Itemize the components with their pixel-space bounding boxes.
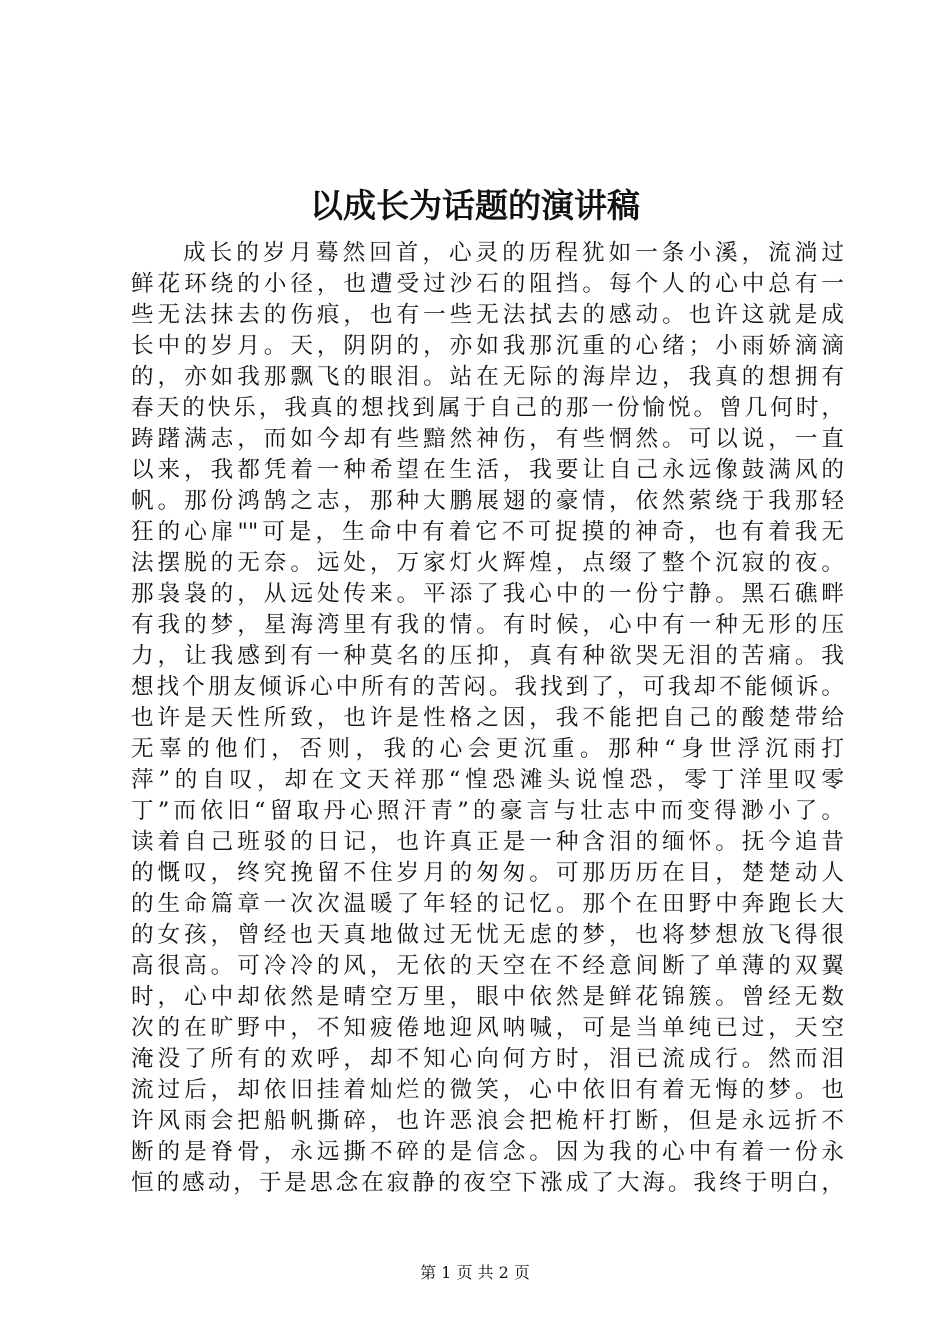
body-line: 流过后，却依旧挂着灿烂的微笑，心中依旧有着无悔的梦。也 <box>131 1077 844 1103</box>
body-line: 丁”而依旧“留取丹心照汗青”的豪言与壮志中而变得渺小了。 <box>131 798 844 824</box>
body-line: 的女孩，曾经也天真地做过无忧无虑的梦，也将梦想放飞得很 <box>131 922 844 948</box>
body-line: 以来，我都凭着一种希望在生活，我要让自己永远像鼓满风的 <box>131 457 844 483</box>
body-line: 法摆脱的无奈。远处，万家灯火辉煌，点缀了整个沉寂的夜。 <box>131 550 844 576</box>
body-line: 的生命篇章一次次温暖了年轻的记忆。那个在田野中奔跑长大 <box>131 891 844 917</box>
body-line: 次的在旷野中，不知疲倦地迎风呐喊，可是当单纯已过，天空 <box>131 1015 844 1041</box>
body-line: 那袅袅的，从远处传来。平添了我心中的一份宁静。黑石礁畔 <box>131 581 844 607</box>
document-body <box>131 238 844 1199</box>
body-line: 恒的感动，于是思念在寂静的夜空下涨成了大海。我终于明白， <box>131 1170 844 1196</box>
document-title: 以成长为话题的演讲稿 <box>310 186 640 225</box>
body-line: 帆。那份鸿鹄之志，那种大鹏展翅的豪情，依然萦绕于我那轻 <box>131 488 844 514</box>
body-line: 些无法抹去的伤痕，也有一些无法拭去的感动。也许这就是成 <box>131 302 844 328</box>
body-line: 想找个朋友倾诉心中所有的苦闷。我找到了，可我却不能倾诉。 <box>131 674 844 700</box>
body-line: 也许是天性所致，也许是性格之因，我不能把自己的酸楚带给 <box>131 705 844 731</box>
body-line: 高很高。可冷冷的风，无依的天空在不经意间断了单薄的双翼 <box>131 953 844 979</box>
body-line: 狂的心扉""可是，生命中有着它不可捉摸的神奇，也有着我无 <box>131 519 844 545</box>
body-line: 读着自己班驳的日记，也许真正是一种含泪的缅怀。抚今追昔 <box>131 829 844 855</box>
body-line: 时，心中却依然是晴空万里，眼中依然是鲜花锦簇。曾经无数 <box>131 984 844 1010</box>
body-line: 成长的岁月蓦然回首，心灵的历程犹如一条小溪，流淌过 <box>183 240 844 266</box>
body-line: 长中的岁月。天，阴阴的，亦如我那沉重的心绪；小雨娇滴滴 <box>131 333 844 359</box>
body-line: 无辜的他们，否则，我的心会更沉重。那种“身世浮沉雨打 <box>131 736 844 762</box>
body-line: 断的是脊骨，永远撕不碎的是信念。因为我的心中有着一份永 <box>131 1139 844 1165</box>
body-line: 春天的快乐，我真的想找到属于自己的那一份愉悦。曾几何时， <box>131 395 844 421</box>
body-line: 力，让我感到有一种莫名的压抑，真有种欲哭无泪的苦痛。我 <box>131 643 844 669</box>
body-line: 的，亦如我那飘飞的眼泪。站在无际的海岸边，我真的想拥有 <box>131 364 844 390</box>
body-line: 鲜花环绕的小径，也遭受过沙石的阻挡。每个人的心中总有一 <box>131 271 844 297</box>
body-line: 萍”的自叹，却在文天祥那“惶恐滩头说惶恐，零丁洋里叹零 <box>131 767 844 793</box>
body-line: 许风雨会把船帆撕碎，也许恶浪会把桅杆打断，但是永远折不 <box>131 1108 844 1134</box>
body-line: 踌躇满志，而如今却有些黯然神伤，有些惘然。可以说，一直 <box>131 426 844 452</box>
body-line: 有我的梦，星海湾里有我的情。有时候，心中有一种无形的压 <box>131 612 844 638</box>
body-line: 的慨叹，终究挽留不住岁月的匆匆。可那历历在目，楚楚动人 <box>131 860 844 886</box>
page-number-footer: 第 1 页 共 2 页 <box>420 1263 530 1282</box>
body-line: 淹没了所有的欢呼，却不知心向何方时，泪已流成行。然而泪 <box>131 1046 844 1072</box>
